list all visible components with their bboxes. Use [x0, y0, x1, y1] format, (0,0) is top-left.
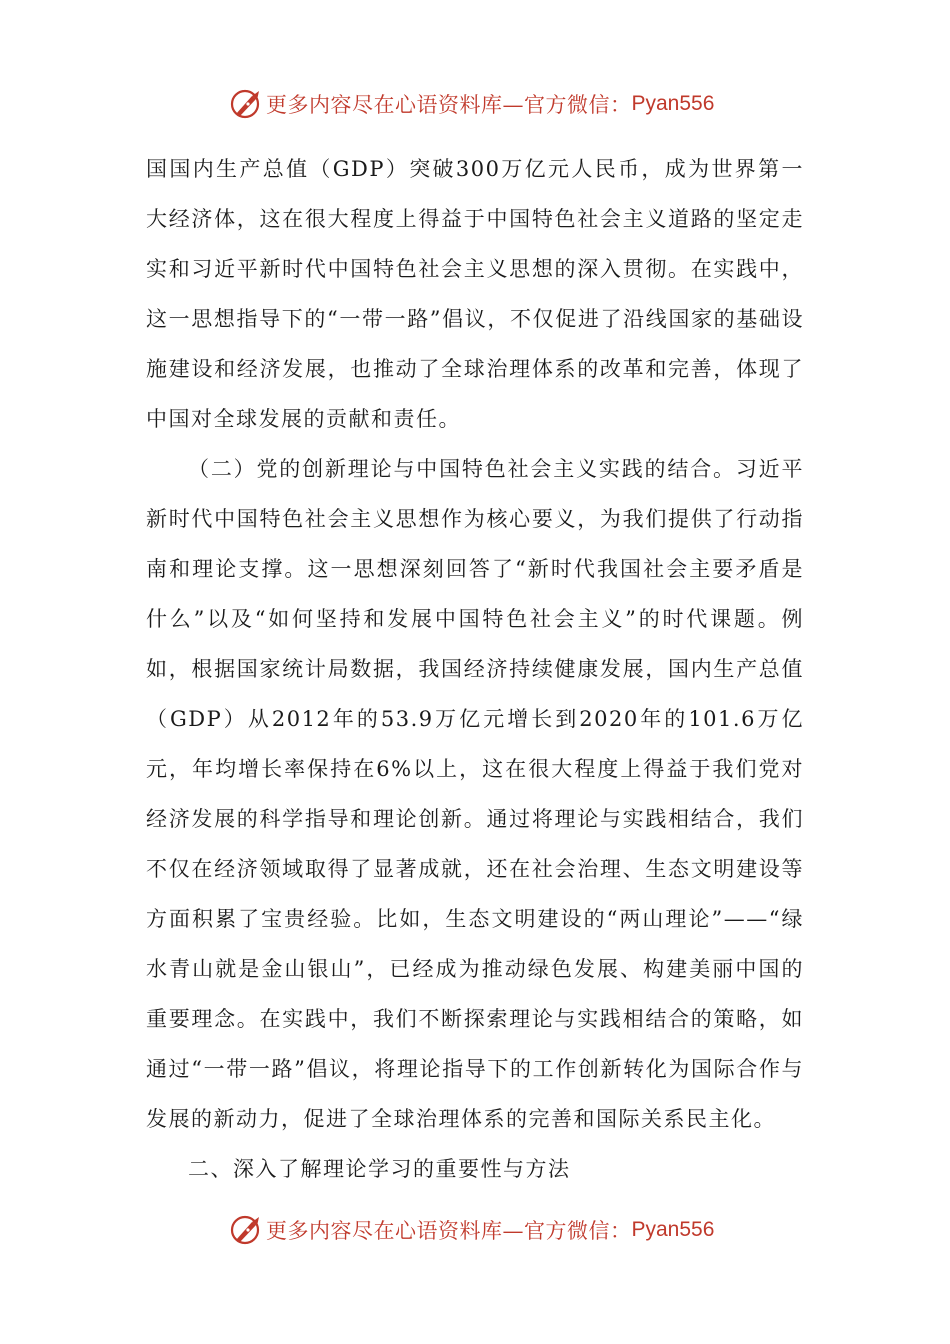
watermark-wechat-id: Pyan556 [631, 92, 715, 115]
watermark-text: 更多内容尽在心语资料库—官方微信： [266, 93, 632, 117]
paragraph-section-2: （二）党的创新理论与中国特色社会主义实践的结合。习近平新时代中国特色社会主义思想作为核心要义，为我们提供了行动指南和理论支撑。这一思想深刻回答了“新时代我国社会主要矛盾是什么”以及“如何坚持和发展中国特色社会主义”的时代课题。例如，根据国家统计局数据，我国经济持续健康发展，国内生产总值（GDP）从2012年的53.9万亿元增长到2020年的101.6万亿元，年均增长率保持在6%以上，这在很大程度上得益于我们党对经济发展的科学指导和理论创新。通过将理论与实践相结合，我们不仅在经济领域取得了显著成就，还在社会治理、生态文明建设等方面积累了宝贵经验。比如，生态文明建设的“两山理论”——“绿水青山就是金山银山”，已经成为推动绿色发展、构建美丽中国的重要理念。在实践中，我们不断探索理论与实践相结合的策略，如通过“一带一路”倡议，将理论指导下的工作创新转化为国际合作与发展的新动力，促进了全球治理体系的完善和国际关系民主化。 [146, 457, 804, 1131]
pen-nib-logo-icon [228, 1212, 264, 1248]
document-body [146, 144, 804, 1194]
watermark-text: 更多内容尽在心语资料库—官方微信： [266, 1219, 632, 1243]
pen-nib-logo-icon [228, 86, 264, 122]
watermark-wechat-id: Pyan556 [631, 1218, 715, 1241]
watermark-header [228, 86, 714, 122]
section-heading: 二、深入了解理论学习的重要性与方法 [188, 1157, 571, 1181]
paragraph-continuation: 国国内生产总值（GDP）突破300万亿元人民币，成为世界第一大经济体，这在很大程度上得益于中国特色社会主义道路的坚定走实和习近平新时代中国特色社会主义思想的深入贯彻。在实践中，这一思想指导下的“一带一路”倡议，不仅促进了沿线国家的基础设施建设和经济发展，也推动了全球治理体系的改革和完善，体现了中国对全球发展的贡献和责任。 [146, 157, 804, 431]
watermark-footer [228, 1212, 714, 1248]
